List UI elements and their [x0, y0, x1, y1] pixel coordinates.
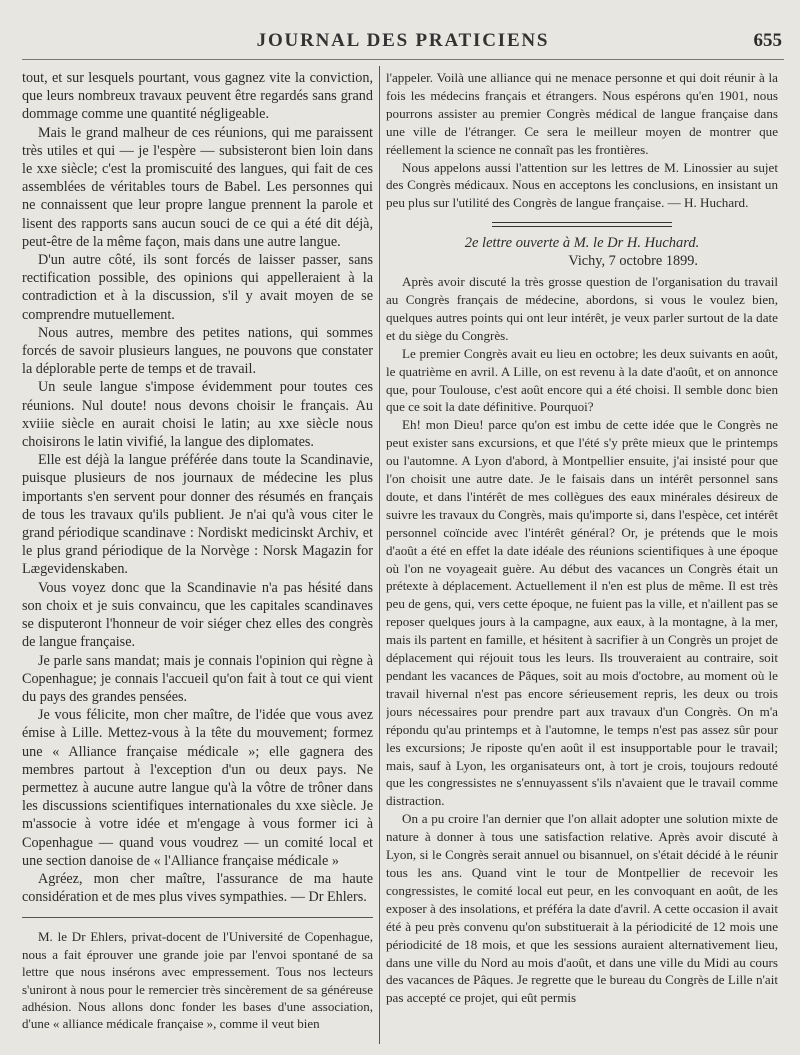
paragraph: Vous voyez donc que la Scandinavie n'a pas hésité dans son choix et je suis convaincu, que les capitales scandinaves se disputeront l'honneur de voir siéger chez elles des congrès de langue française. — [22, 579, 373, 651]
left-column — [22, 69, 373, 1044]
section-rule — [22, 917, 373, 918]
paragraph: Mais le grand malheur de ces réunions, qui me paraissent très utiles et qui — je l'espère — subsisteront bien loin dans le xxe siècle; c'est la promiscuité des langues, qui fait de ces assemblées de véritables tours de Babel. Les personnes qui ne connaissent que leur propre langue prennent la parole et lisent des rapports sans aucun souci de ce qui a été dit déjà, peut-être de la même façon, mais dans une autre langue. — [22, 124, 373, 250]
paragraph: Je vous félicite, mon cher maître, de l'idée que vous avez émise à Lille. Mettez-vous à la tête du mouvement; formez une « Alliance française médicale »; elle gagnera des membres partout à l'exception d'un ou deux pays. Ne permettez à aucune autre langue qu'à la vôtre de trôner dans les discussions scientifiques internationales du xxe siècle. Je m'associe à votre idée et m'engage à vous former ici à Copenhague — quand vous voudrez — un comité local et une section danoise de « l'Alliance française médicale » — [22, 707, 373, 869]
paragraph: l'appeler. Voilà une alliance qui ne menace personne et qui doit réunir à la fois les médecins français et étrangers. Nous espérons qu'en 1901, nous pourrons assister au premier Congrès médical de langue française dans une ville de l'étranger. Ce sera le meilleur moyen de montrer que réellement la science ne connaît pas les frontières. — [386, 70, 778, 157]
paragraph: Après avoir discuté la très grosse question de l'organisation du travail au Congrès français de médecine, abordons, si vous le voulez bien, quelques autres points qui ont leur intérêt, je veux parler surtout de la date et du siège du Congrès. — [386, 274, 778, 343]
header-rule — [22, 59, 784, 60]
paragraph: Le premier Congrès avait eu lieu en octobre; les deux suivants en août, le quatrième en avril. A Lille, on est revenu à la date d'août, et on annonce que, pour Toulouse, c'est août encore qui a été choisi. Il semble donc bien que ce soit la date définitive. Pourquoi? — [386, 345, 778, 415]
paragraph: Je parle sans mandat; mais je connais l'opinion qui règne à Copenhague; je connais l'accueil qu'on fait à tout ce qui vient du pays des grandes pensées. — [22, 652, 373, 705]
letter-date: Vichy, 7 octobre 1899. — [568, 253, 698, 270]
editor-note: M. le Dr Ehlers, privat-docent de l'Université de Copenhague, nous a fait éprouver une grande joie par l'envoi spontané de sa lettre que nous insérons avec empressement. Tous nos lecteurs s'uniront à nous pour le remercier très sincèrement de sa généreuse adhésion. Nous allons donc fonder les bases d'une association, d'une « alliance médicale française », comme il veut bien — [22, 929, 373, 1032]
letter-heading: 2e lettre ouverte à M. le Dr H. Huchard. — [464, 235, 700, 252]
closing-paragraph: Agréez, mon cher maître, l'assurance de ma haute considération et de mes plus vives sympathies. — Dr Ehlers. — [22, 870, 373, 906]
column-divider — [379, 66, 380, 1044]
paragraph: Nous autres, membre des petites nations, qui sommes forcés de savoir plusieurs langues, ne pouvons que constater la déplorable perte de temps et de travail. — [22, 324, 373, 378]
paragraph: D'un autre côté, ils sont forcés de laisser passer, sans rectification possible, des opinions qui appelleraient à la contradiction et à la discussion, s'il y avait moyen de se comprendre mutuellement. — [22, 252, 373, 323]
page-header — [22, 22, 784, 62]
paragraph: Eh! mon Dieu! parce qu'on est imbu de cette idée que le Congrès ne peut exister sans excursions, et que l'été s'y prête mieux que le printemps ou l'automne. A Lyon d'abord, à Montpellier ensuite, j'ai insisté pour que l'on choisit une autre date. Je le faisais dans un intérêt personnel sans doute, et dans l'intérêt de mes collègues des eaux minérales désireux de suivre les travaux du Congrès, mais qu'importe si, dans l'espèce, cet intérêt personnel coïncide avec l'intérêt général? Or, je prétends que le mois d'août a été en effet la date idéale des réunions scientifiques à une époque où l'on ne voyageait guère. Au début des vacances un Congrès était un prétexte à déplacement. Actuellement il n'en est plus de même. Il est très peu de gens, qui, vers cette époque, ne fuient pas la ville, et n'aillent pas se reposer quelques jours à la campagne, aux eaux, à la montagne, à la mer, mais ils partent en famille, et hésitent à sacrifier à un Congrès un projet de déplacement qui réjouit tous les leurs. Ils trouveraient au contraire, soit pendant les vacances de Pâques, soit au mois d'octobre, au moment où le travail hivernal n'est pas encore sérieusement repris, les deux ou trois jours nécessaires pour prendre part aux travaux d'un Congrès. On m'a répondu qu'au printemps et à l'automne, le temps n'est pas assez sûr pour les excursions; Je riposte qu'en août il est insupportable pour le travail; mais, sauf à Lyon, les organisateurs ont, à tort je crois, toujours redouté que les congressistes ne s'ennuyassent s'ils n'avaient que le travail comme distraction. — [386, 417, 778, 809]
paragraph: tout, et sur lesquels pourtant, vous gagnez vite la conviction, que leurs nombreux travaux peuvent être regardés sans grand dommage comme une quantité négligeable. — [22, 70, 373, 123]
journal-title: JOURNAL DES PRATICIENS — [256, 30, 550, 51]
paragraph: Un seule langue s'impose évidemment pour toutes ces réunions. Nul doute! nous devons choisir le français. Au xviiie siècle en aurait choisi le latin; au xxe siècle nous choisirons le latin vivifié, la langue des diplomates. — [22, 379, 373, 451]
double-rule-divider — [492, 222, 672, 227]
paragraph: On a pu croire l'an dernier que l'on allait adopter une solution mixte de nature à donner à tous une satisfaction relative. Après avoir discuté à Lyon, si le Congrès serait annuel ou bisannuel, on s'était décidé à le réunir tous les ans. Quand vint le tour de Montpellier de recevoir les congressistes, le comité local eut peur, en les convoquant en août, de les exposer à des insolations, et préféra la date d'avril. A cette occasion il avait été à peu près convenu qu'on substituerait à la périodicité de 12 mois une périodicité de 18 mois, et que les sessions auraient alternativement lieu, dans une ville du Nord au mois d'août, et dans une ville du Midi au cours des vacances de Pâques. Je regrette que le bureau du Congrès de Lille n'ait pas accepté ce projet, qui eût permis — [386, 811, 778, 1006]
right-column — [386, 69, 778, 1044]
paragraph: Nous appelons aussi l'attention sur les lettres de M. Linossier au sujet des Congrès médicaux. Nous en acceptons les conclusions, en insistant un peu plus sur l'utilité des Congrès de langue française. — H. Huchard. — [386, 159, 778, 211]
page-number: 655 — [753, 30, 782, 51]
paragraph: Elle est déjà la langue préférée dans toute la Scandinavie, puisque plusieurs de nos journaux de médecine les plus importants s'en servent pour donner des résumés en français de tous les travaux qu'ils publient. Je n'ai qu'à vous citer le grand périodique scandinave : Nordiskt medicinskt Archiv, et le plus grand périodique de la Norvège : Norsk Magazin for Lægevidenskaben. — [22, 452, 373, 578]
